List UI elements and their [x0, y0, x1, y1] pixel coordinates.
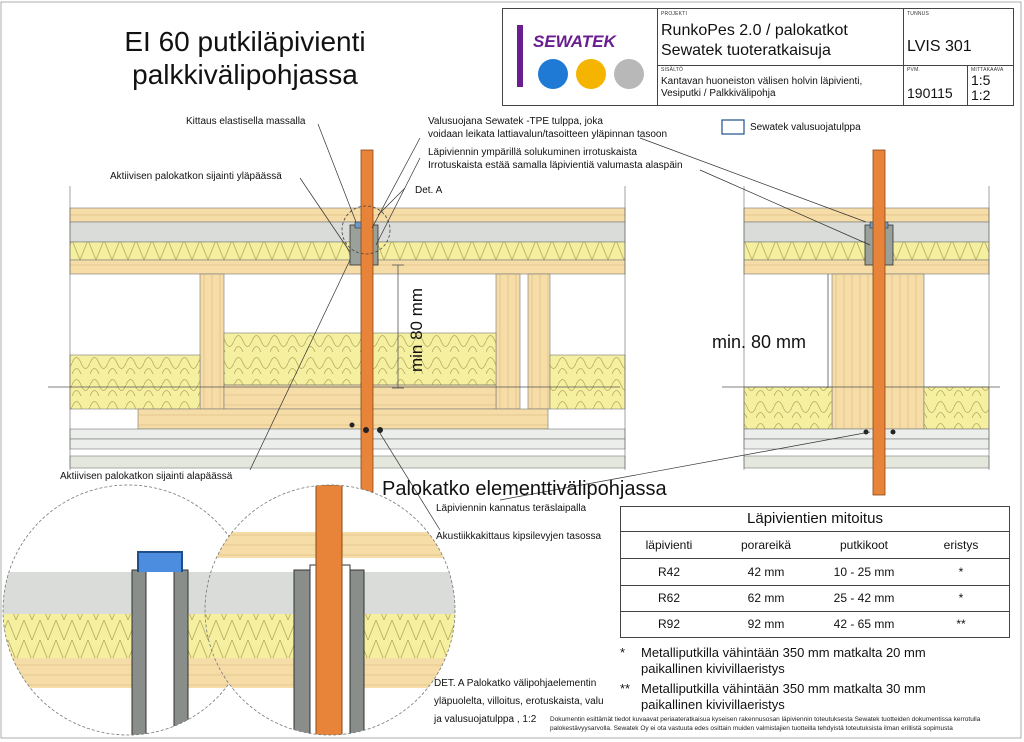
annotation-lapiviennin-2: Irrotuskaista estää samalla läpivientiä valumasta alaspäin [428, 160, 683, 171]
note-star-1: * [620, 645, 626, 660]
legend-tulppa-icon [722, 120, 744, 134]
table-cell: 10 - 25 mm [833, 565, 895, 579]
note-star-2: ** [620, 681, 631, 696]
left-wool-3 [550, 355, 625, 409]
tunnus-heading: TUNNUS [907, 11, 930, 17]
table-header-lapivienti: läpivienti [645, 538, 693, 552]
sisalto-line1: Kantavan huoneiston välisen holvin läpivienti, [661, 76, 863, 87]
annotation-lapiviennin-1: Läpiviennin ympärillä solukuminen irrotuskaista [428, 147, 637, 158]
annotation-valusuojana-1: Valusuojana Sewatek -TPE tulppa, joka [428, 116, 603, 127]
table-row [621, 559, 1009, 586]
logo-text: SEWATEK [533, 32, 616, 51]
lapivienti-table [620, 506, 1010, 638]
table-cell: ** [956, 617, 966, 631]
sisalto-line2: Vesiputki / Palkkivälipohja [661, 88, 776, 99]
legend-tulppa-label: Sewatek valusuojatulppa [750, 122, 861, 133]
drawing-title-line2: palkkivälipohjassa [132, 59, 358, 90]
annotation-det-a: Det. A [415, 185, 443, 196]
right-section [722, 150, 1000, 495]
projekti-line2: Sewatek tuoteratkaisuja [661, 42, 831, 59]
left-joist-3 [528, 274, 550, 409]
table-cell: 62 mm [747, 591, 785, 605]
left-ceiling [70, 456, 625, 468]
table-cell: R92 [657, 617, 680, 631]
table-header-row [621, 532, 1009, 559]
left-joist-1 [200, 274, 224, 409]
mittakaava-heading: MITTAKAAVA [971, 67, 1004, 73]
det-a-desc-2: yläpuolelta, villoitus, erotuskaista, valu [434, 696, 604, 707]
table-row [621, 585, 1009, 612]
left-pipe [361, 150, 373, 492]
left-batten [138, 409, 548, 429]
annotation-aktiivisen-top: Aktiivisen palokatkon sijainti yläpäässä [110, 171, 282, 182]
scale-2: 1:2 [971, 87, 991, 103]
table-caption: Läpivientien mitoitus [621, 507, 1009, 532]
note-1-line-2: paikallinen kivivillaeristys [641, 661, 785, 676]
left-wool-2 [224, 333, 496, 385]
table-cell: * [958, 565, 964, 579]
table-cell: * [958, 591, 964, 605]
table-row [621, 611, 1009, 637]
table-cell: 42 mm [747, 565, 785, 579]
palokatko-label: Palokatko elementtivälipohjassa [382, 478, 667, 500]
note-2-line-2: paikallinen kivivillaeristys [641, 697, 785, 712]
tunnus-value: LVIS 301 [907, 38, 972, 55]
left-gypsum-2 [70, 439, 625, 449]
annotation-aktiivisen-bottom: Aktiivisen palokatkon sijainti alapäässä [60, 471, 233, 482]
left-section [48, 150, 625, 492]
det-a-desc-1: DET. A Palokatko välipohjaelementin [434, 678, 597, 689]
sisalto-heading: SISÄLTÖ [661, 67, 684, 73]
annotation-kannatus: Läpiviennin kannatus teräslaipalla [436, 503, 587, 514]
right-pipe [873, 150, 885, 495]
footer-disclaimer-2: palokestävyysarvolla. Sewatek Oy ei ota vastuuta edes osittain muiden valmistajien tuotteilla tehdyistä toteutuksista ilman erillistä sopimusta [550, 725, 953, 732]
footer-disclaimer-1: Dokumentin esittämät tiedot kuvaavat periaateratkaisua kyseisen rakennusosan läpiviennin toteutuksesta Sewatek tuotteiden dokumentissa kerrotulla [550, 716, 981, 723]
left-top-insulation [70, 242, 625, 260]
min80-horizontal-label: min. 80 mm [712, 332, 807, 352]
table-cell: R62 [657, 591, 680, 605]
left-upper-board [70, 260, 625, 274]
note-2-line-1: Metalliputkilla vähintään 350 mm matkalta 30 mm [641, 681, 926, 696]
projekti-heading: PROJEKTI [661, 11, 688, 17]
table-cell: 25 - 42 mm [833, 591, 895, 605]
table-cell: R42 [657, 565, 680, 579]
table-header-eristys: eristys [943, 538, 979, 552]
projekti-line1: RunkoPes 2.0 / palokatkot [661, 22, 848, 39]
table-header-porareika: porareikä [740, 538, 792, 552]
annotation-akustiikka: Akustiikkakittaus kipsilevyjen tasossa [436, 531, 602, 542]
left-concrete-layer [70, 222, 625, 242]
note-1-line-1: Metalliputkilla vähintään 350 mm matkalta 20 mm [641, 645, 926, 660]
detail-circle-2 [200, 485, 460, 742]
det-a-desc-3: ja valusuojatulppa , 1:2 [434, 714, 537, 725]
leader-lines [250, 124, 870, 530]
left-wool-1 [70, 355, 200, 409]
pvm-heading: PVM. [907, 67, 921, 73]
table-header-putkikoot: putkikoot [839, 538, 889, 552]
table-cell: 42 - 65 mm [833, 617, 895, 631]
min80-vertical-label: min 80 mm [407, 287, 426, 373]
annotation-valusuojana-2: voidaan leikata lattiavalun/tasoitteen yläpinnan tasoon [428, 129, 668, 140]
scale-1: 1:5 [971, 72, 991, 88]
drawing-title-line1: EI 60 putkiläpivienti [124, 26, 366, 57]
pvm-value: 190115 [907, 85, 953, 101]
left-gypsum-1 [70, 429, 625, 439]
table-cell: 92 mm [747, 617, 785, 631]
left-joist-2 [496, 274, 520, 409]
annotation-kittaus: Kittaus elastisella massalla [186, 116, 306, 127]
left-beam-board [224, 385, 496, 409]
